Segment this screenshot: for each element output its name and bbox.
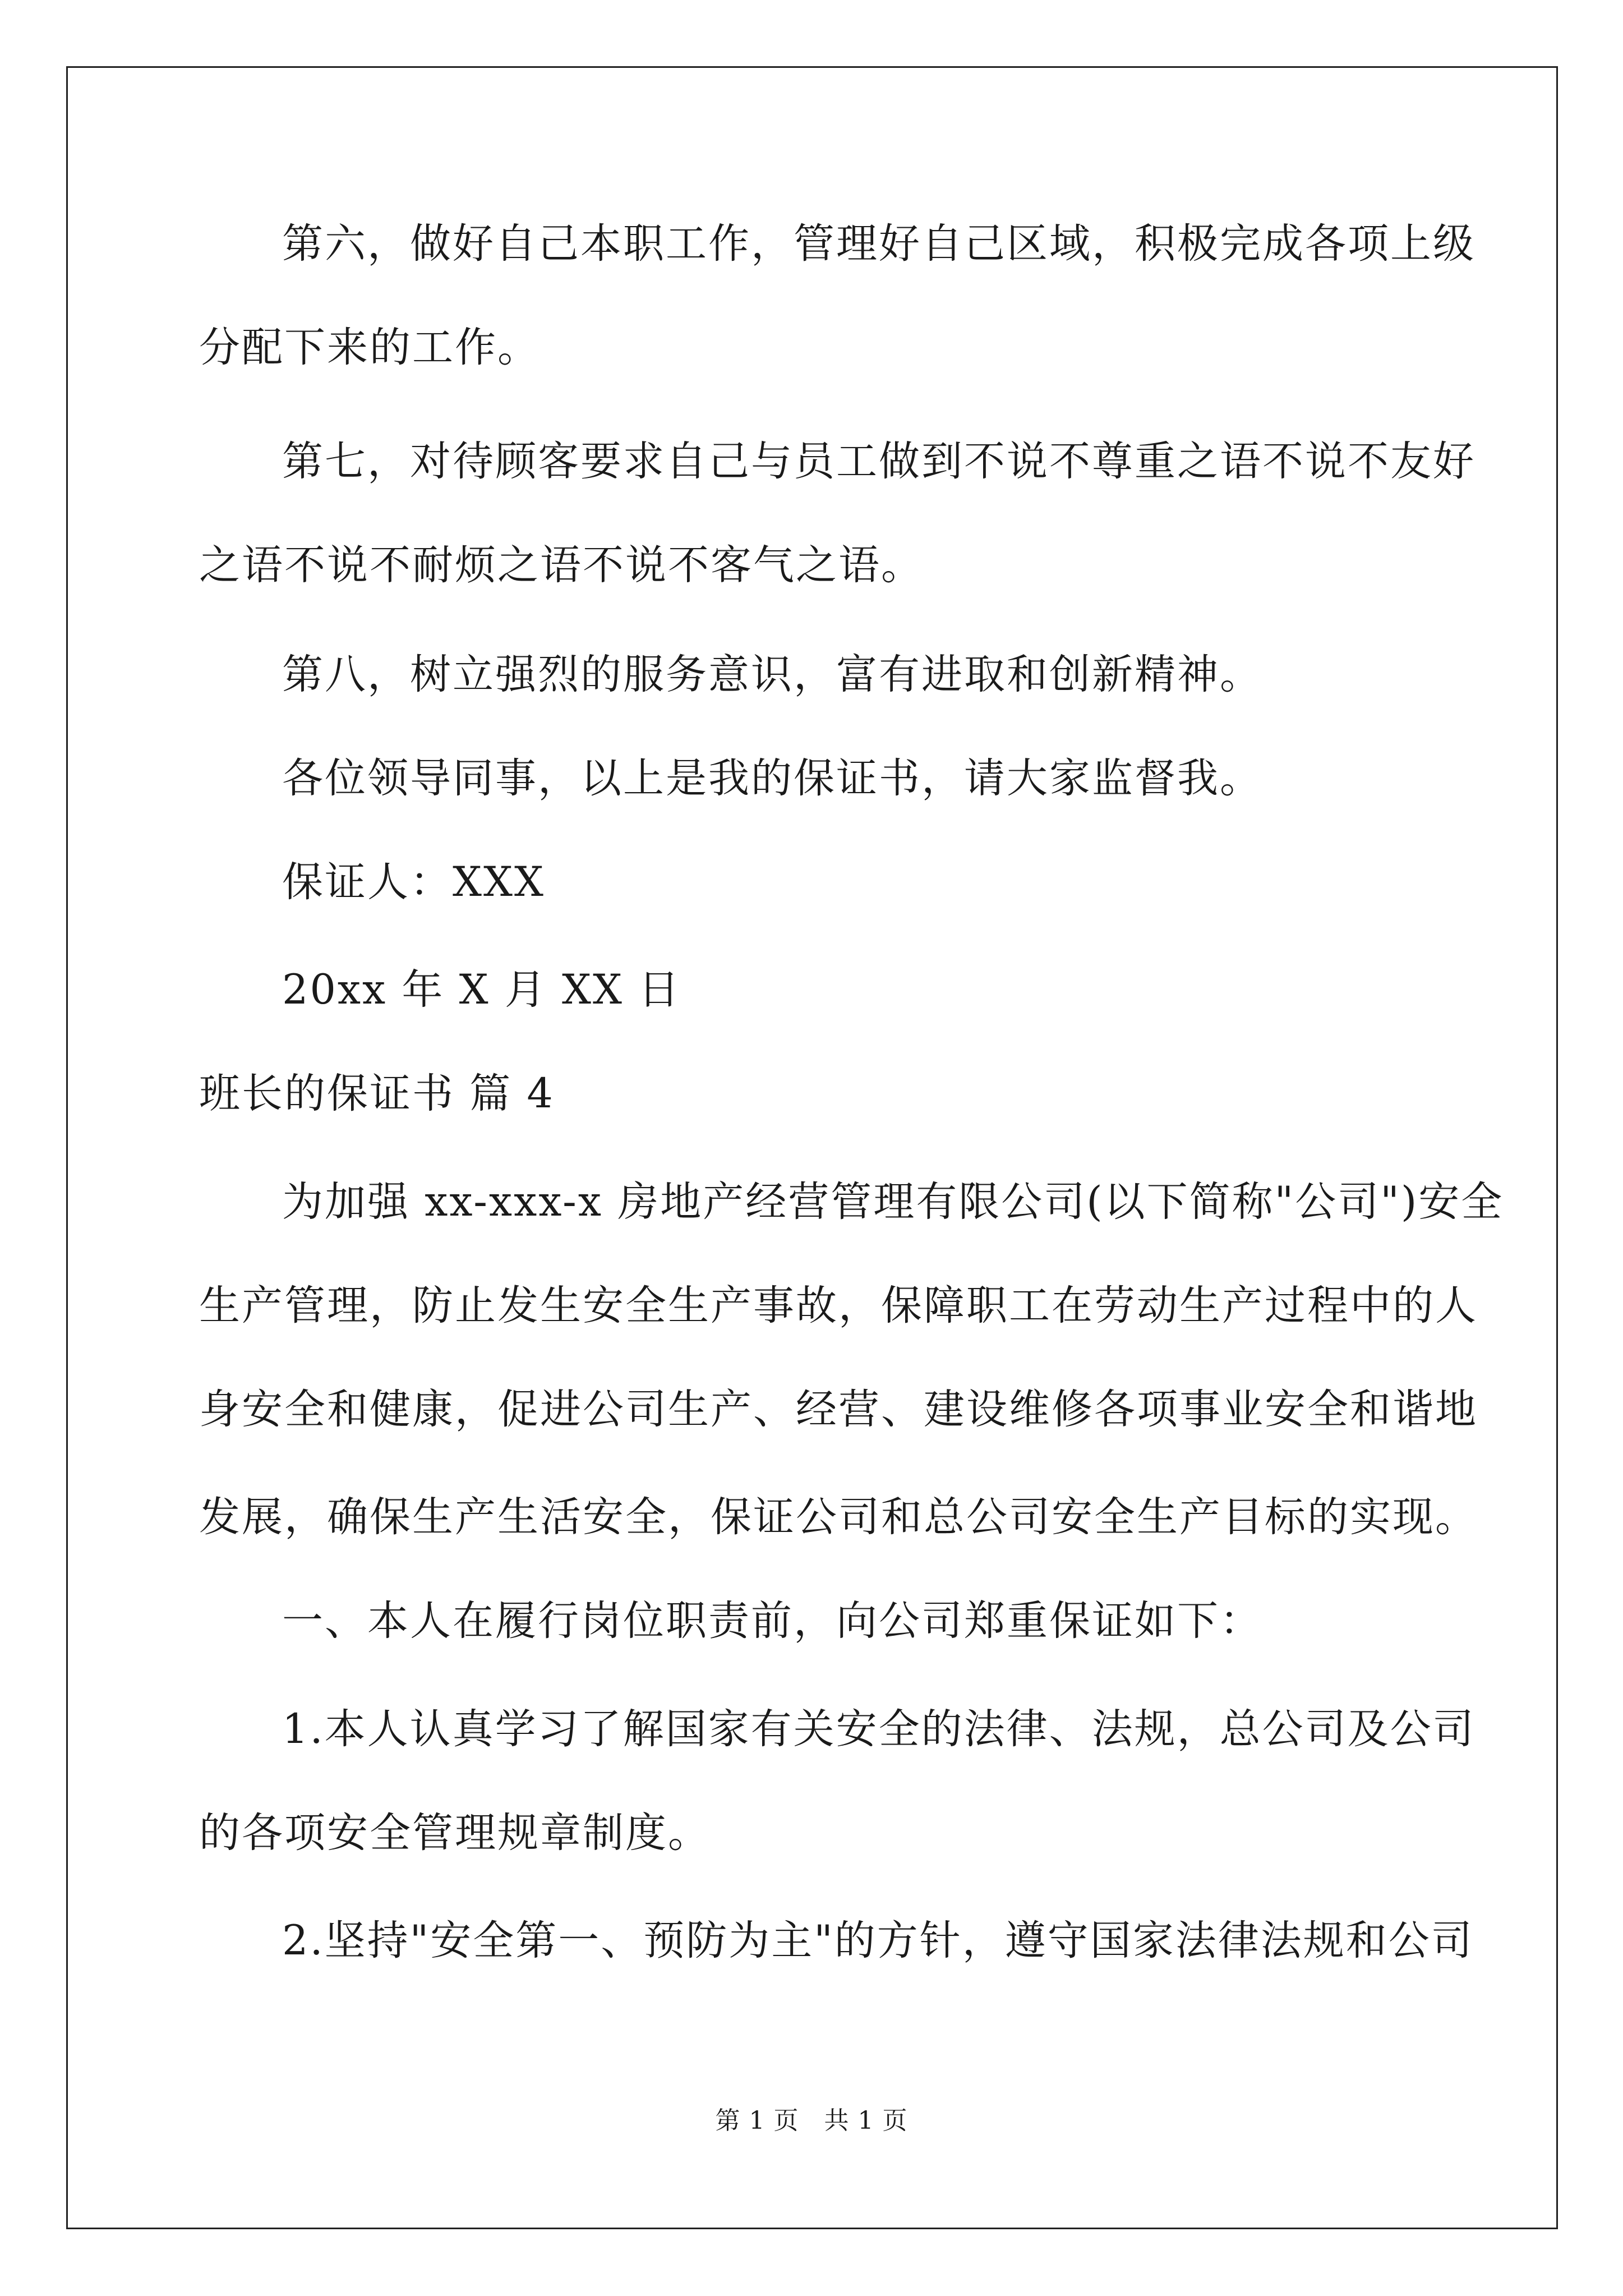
signatory-line: 保证人：XXX <box>282 858 545 906</box>
paragraph-line: 2.坚持"安全第一、预防为主"的方针，遵守国家法律法规和公司 <box>282 1917 1474 1964</box>
paragraph-line: 之语不说不耐烦之语不说不客气之语。 <box>199 541 924 589</box>
paragraph-line: 发展，确保生产生活安全，保证公司和总公司安全生产目标的实现。 <box>199 1493 1478 1541</box>
paragraph-line: 分配下来的工作。 <box>199 324 540 371</box>
paragraph-line: 第七，对待顾客要求自己与员工做到不说不尊重之语不说不友好 <box>282 438 1476 485</box>
section-heading: 班长的保证书 篇 4 <box>199 1070 555 1117</box>
paragraph-line: 各位领导同事，以上是我的保证书，请大家监督我。 <box>282 754 1262 802</box>
paragraph-line: 第六，做好自己本职工作，管理好自己区域，积极完成各项上级 <box>282 220 1476 268</box>
page-border <box>66 66 1558 2229</box>
paragraph-line: 生产管理，防止发生安全生产事故，保障职工在劳动生产过程中的人 <box>199 1282 1478 1329</box>
paragraph-line: 的各项安全管理规章制度。 <box>199 1809 711 1857</box>
date-line: 20xx 年 X 月 XX 日 <box>282 966 681 1014</box>
paragraph-line: 1.本人认真学习了解国家有关安全的法律、法规，总公司及公司 <box>282 1705 1476 1753</box>
paragraph-line: 一、本人在履行岗位职责前，向公司郑重保证如下： <box>282 1597 1262 1645</box>
page-number: 第 1 页 共 1 页 <box>715 2106 908 2135</box>
paragraph-line: 身安全和健康，促进公司生产、经营、建设维修各项事业安全和谐地 <box>199 1386 1478 1433</box>
paragraph-line: 第八，树立强烈的服务意识，富有进取和创新精神。 <box>282 651 1262 698</box>
paragraph-line: 为加强 xx-xxx-x 房地产经营管理有限公司(以下简称"公司")安全 <box>282 1178 1504 1226</box>
